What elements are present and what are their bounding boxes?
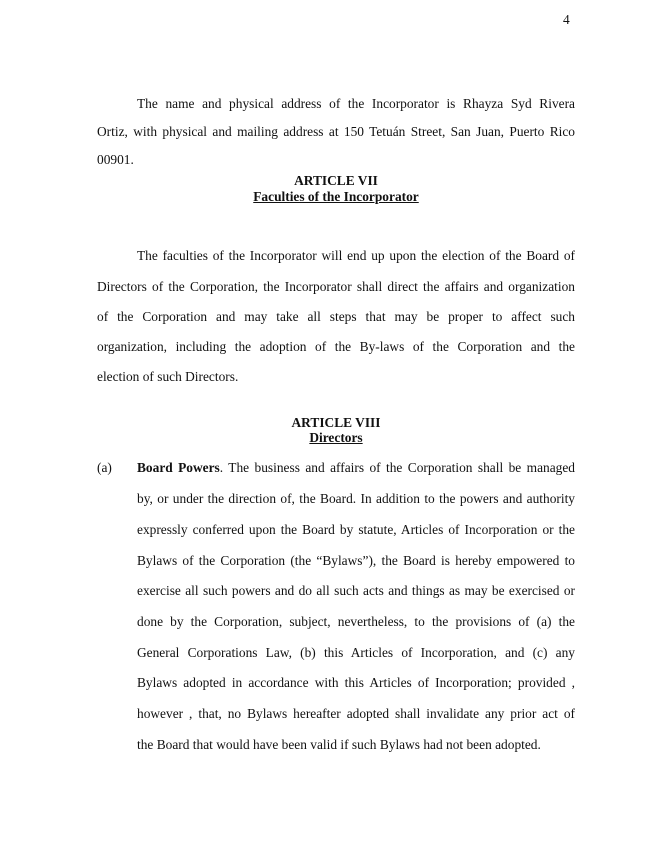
item-title: Board Powers [137, 460, 220, 475]
text-line: election of such Directors. [97, 369, 239, 384]
text-line: The faculties of the Incorporator will end up upon the election of the Board of [137, 248, 575, 263]
text-line: General Corporations Law, (b) this Articles of Incorporation, and (c) any [137, 645, 575, 660]
text-line: Ortiz, with physical and mailing address at 150 Tetuán Street, San Juan, Puerto Rico [97, 124, 575, 139]
text-line: exercise all such powers and do all such acts and things as may be exercised or [137, 583, 575, 598]
text-line: Directors of the Corporation, the Incorporator shall direct the affairs and organization [97, 279, 575, 294]
article-viii-heading: ARTICLE VIII [291, 415, 381, 430]
text-line: by, or under the direction of, the Board. In addition to the powers and authority [137, 491, 575, 506]
text-line: organization, including the adoption of the By-laws of the Corporation and the [97, 339, 575, 354]
text-line: done by the Corporation, subject, nevertheless, to the provisions of (a) the [137, 614, 575, 629]
text-line: Bylaws of the Corporation (the “Bylaws”), the Board is hereby empowered to [137, 553, 575, 568]
text-line: Bylaws adopted in accordance with this Articles of Incorporation; provided , [137, 675, 575, 690]
page-number: 4 [563, 12, 570, 27]
text-line: the Board that would have been valid if such Bylaws had not been adopted. [137, 737, 541, 752]
article-vii-heading: ARTICLE VII [294, 173, 378, 188]
article-vii-subheading: Faculties of the Incorporator [253, 189, 419, 204]
text-line: 00901. [97, 152, 134, 167]
text-line: The name and physical address of the Incorporator is Rhayza Syd Rivera [137, 96, 575, 111]
text-line: expressly conferred upon the Board by statute, Articles of Incorporation or the [137, 522, 575, 537]
item-text: . The business and affairs of the Corporation shall be managed [219, 460, 575, 475]
text-line: of the Corporation and may take all steps that may be proper to affect such [97, 309, 575, 324]
text-line [137, 460, 575, 476]
text-line: however , that, no Bylaws hereafter adopted shall invalidate any prior act of [137, 706, 575, 721]
item-marker: (a) [97, 460, 112, 475]
article-viii-subheading: Directors [309, 430, 363, 445]
